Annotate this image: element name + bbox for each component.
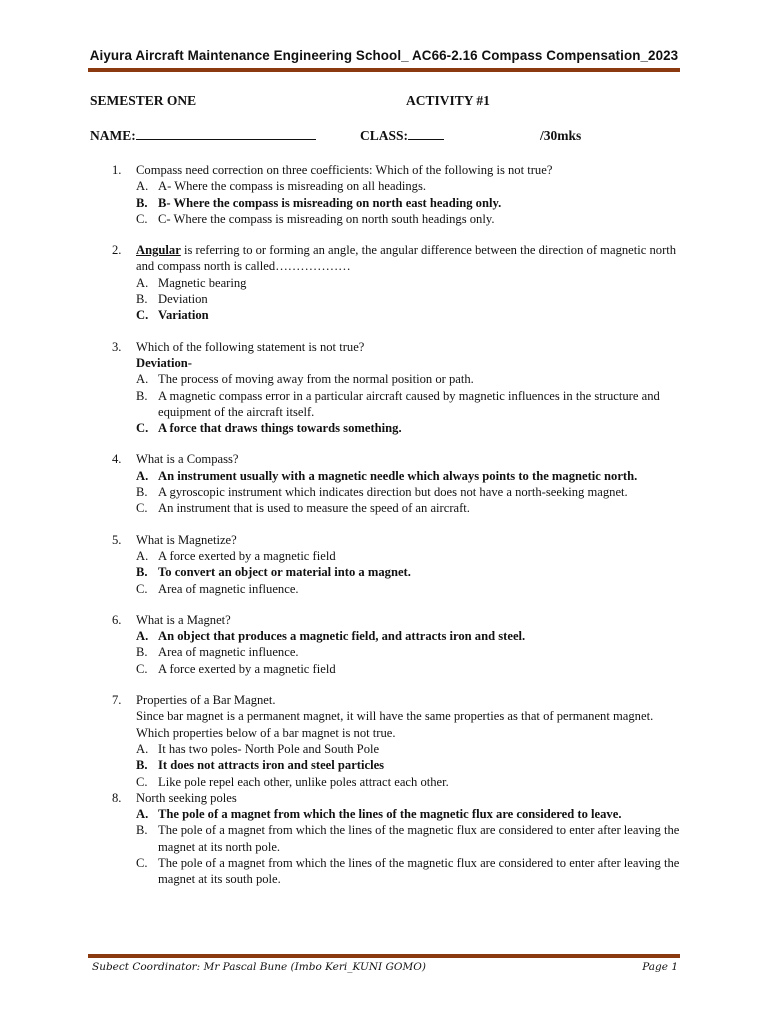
option-text: Area of magnetic influence. (158, 645, 299, 660)
option-letter: B. (136, 758, 148, 773)
question-stem (112, 612, 680, 628)
option-text: It does not attracts iron and steel particles (158, 758, 385, 773)
question-number: 3. (112, 339, 122, 354)
option-letter: B. (136, 565, 148, 580)
option-letter: A. (136, 807, 149, 822)
answer-option (112, 855, 680, 888)
answer-option (112, 661, 680, 677)
question-stem (112, 790, 680, 806)
option-text: Deviation (158, 292, 208, 307)
option-letter: B. (136, 195, 148, 210)
option-letter: A. (136, 629, 149, 644)
option-letter: B. (136, 292, 148, 307)
option-text: An instrument that is used to measure the speed of an aircraft. (158, 501, 470, 516)
option-text: Area of magnetic influence. (158, 581, 299, 596)
option-letter: B. (136, 388, 148, 403)
answer-option-marked (112, 628, 680, 644)
option-text: Variation (158, 308, 209, 323)
answer-option (112, 291, 680, 307)
option-letter: B. (136, 823, 148, 838)
question-2 (112, 242, 680, 323)
answer-option (112, 822, 680, 855)
question-text: What is a Magnet? (136, 612, 231, 627)
option-letter: C. (136, 774, 148, 789)
answer-option-marked (112, 420, 680, 436)
answer-option (112, 371, 680, 387)
question-1 (112, 162, 680, 227)
question-text: Properties of a Bar Magnet. (136, 693, 276, 708)
class-blank (408, 138, 444, 140)
option-letter: B. (136, 645, 148, 660)
class-label: CLASS: (360, 128, 409, 143)
question-stem (112, 162, 680, 178)
question-5 (112, 532, 680, 597)
question-text (136, 242, 680, 275)
answer-option (112, 211, 680, 227)
option-text: A gyroscopic instrument which indicates direction but does not have a north-seeking magnet. (158, 485, 628, 500)
class-field (360, 128, 444, 144)
option-letter: A. (136, 179, 149, 194)
answer-option (112, 275, 680, 291)
question-text: North seeking poles (136, 790, 237, 805)
option-text: A force exerted by a magnetic field (158, 548, 336, 563)
question-number: 7. (112, 693, 122, 708)
answer-option-marked (112, 806, 680, 822)
question-text: What is a Compass? (136, 452, 239, 467)
question-text: Which of the following statement is not true? (136, 339, 365, 354)
option-letter: C. (136, 211, 148, 226)
answer-option (112, 644, 680, 660)
question-stem (112, 242, 680, 275)
option-letter: C. (136, 421, 149, 436)
question-4 (112, 451, 680, 516)
name-label: NAME: (90, 128, 136, 143)
question-number: 6. (112, 612, 122, 627)
option-text: A force exerted by a magnetic field (158, 661, 336, 676)
option-letter: B. (136, 485, 148, 500)
option-text: A magnetic compass error in a particular aircraft caused by magnetic influences in the structure and equipment of the aircraft itself. (158, 388, 660, 419)
question-stem (112, 532, 680, 548)
option-text: C- Where the compass is misreading on north south headings only. (158, 211, 495, 226)
option-text: B- Where the compass is misreading on north east heading only. (158, 195, 502, 210)
option-text: The process of moving away from the normal position or path. (158, 372, 474, 387)
question-6 (112, 612, 680, 677)
footer-rule (88, 954, 680, 958)
option-text: An object that produces a magnetic field, and attracts iron and steel. (158, 629, 526, 644)
option-text: An instrument usually with a magnetic needle which always points to the magnetic north. (158, 468, 638, 483)
option-letter: A. (136, 468, 149, 483)
answer-option (112, 388, 680, 421)
question-text: What is Magnetize? (136, 532, 237, 547)
activity-label: ACTIVITY #1 (406, 93, 490, 108)
answer-option (112, 581, 680, 597)
header-rule (88, 68, 680, 72)
question-stem (112, 692, 680, 708)
answer-option (112, 741, 680, 757)
answer-option-marked (112, 564, 680, 580)
question-number: 8. (112, 790, 122, 805)
question-number: 5. (112, 532, 122, 547)
document-header-title: Aiyura Aircraft Maintenance Engineering School_ AC66-2.16 Compass Compensation_2023 (89, 48, 679, 63)
question-text: Compass need correction on three coefficients: Which of the following is not true? (136, 163, 553, 177)
question-description: Since bar magnet is a permanent magnet, it will have the same properties as that of permanent magnet. Which properties below of a bar magnet is not true. (136, 709, 654, 740)
question-number: 1. (112, 163, 122, 177)
answer-option-marked (112, 757, 680, 773)
option-letter: C. (136, 855, 148, 870)
option-text: It has two poles- North Pole and South Pole (158, 741, 380, 756)
option-letter: C. (136, 501, 148, 516)
option-letter: C. (136, 308, 149, 323)
option-text: The pole of a magnet from which the lines of the magnetic flux are considered to enter after leaving the magnet at its north pole. (158, 823, 680, 854)
question-term: Angular (136, 243, 181, 258)
question-stem (112, 339, 680, 355)
question-7 (112, 692, 680, 790)
name-blank (136, 138, 316, 140)
answer-option (112, 178, 680, 194)
answer-option-marked (112, 307, 680, 323)
option-text: A force that draws things towards something. (158, 421, 402, 436)
answer-option (112, 548, 680, 564)
question-3 (112, 339, 680, 437)
option-letter: C. (136, 581, 148, 596)
question-text-rest: is referring to or forming an angle, the angular difference between the direction of magnetic north and compass north is called……………… (136, 243, 677, 274)
question-8 (112, 790, 680, 888)
option-letter: A. (136, 275, 149, 290)
footer-coordinator: Subect Coordinator: Mr Pascal Bune (Imbo Keri_KUNI GOMO) (92, 961, 426, 973)
marks-label: /30mks (540, 128, 582, 143)
option-letter: A. (136, 372, 149, 387)
answer-option (112, 500, 680, 516)
option-text: The pole of a magnet from which the lines of the magnetic flux are considered to enter after leaving the magnet at its south pole. (158, 855, 680, 887)
option-text: Like pole repel each other, unlike poles attract each other. (158, 774, 449, 789)
option-text: Magnetic bearing (158, 275, 247, 290)
option-text: The pole of a magnet from which the lines of the magnetic flux are considered to leave. (158, 807, 622, 822)
answer-option-marked (112, 195, 680, 211)
question-number: 4. (112, 452, 122, 467)
question-stem (112, 451, 680, 467)
footer-page-number: Page 1 (642, 961, 678, 973)
option-letter: C. (136, 661, 148, 676)
question-subheading: Deviation- (136, 355, 192, 370)
option-letter: A. (136, 741, 149, 756)
name-field (90, 128, 316, 144)
answer-option (112, 484, 680, 500)
semester-label: SEMESTER ONE (90, 93, 197, 108)
option-text: To convert an object or material into a magnet. (158, 565, 411, 580)
option-letter: A. (136, 548, 149, 563)
question-list (112, 162, 680, 903)
answer-option (112, 774, 680, 790)
question-number: 2. (112, 243, 122, 258)
option-text: A- Where the compass is misreading on all headings. (158, 179, 427, 194)
answer-option-marked (112, 468, 680, 484)
